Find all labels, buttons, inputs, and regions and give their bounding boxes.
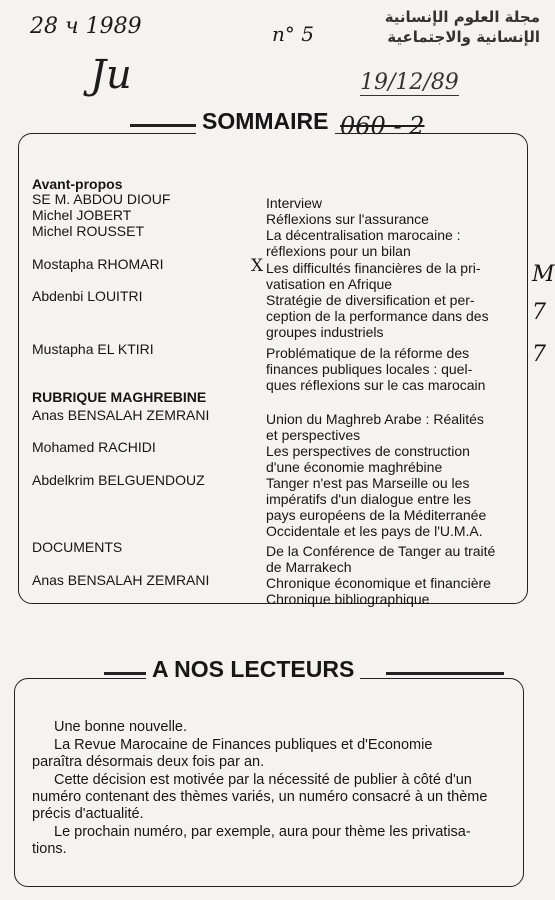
title-decentralisation-2: réflexions pour un bilan xyxy=(266,243,411,259)
handwritten-initials: Ju xyxy=(90,52,132,98)
title-interview: Interview xyxy=(266,195,323,211)
lecteurs-line-6: précis d'actualité. xyxy=(32,806,144,822)
handwritten-number: n° 5 xyxy=(272,22,314,46)
margin-mark-1: M xyxy=(532,262,555,287)
lecteurs-line-7: Le prochain numéro, par exemple, aura pour thème les privatisa- xyxy=(54,824,471,840)
author-rousset: Michel ROUSSET xyxy=(32,223,145,239)
lecteurs-line-5: numéro contenant des thèmes variés, un numéro consacré à un thème xyxy=(32,789,488,805)
margin-mark-3: 7 xyxy=(532,342,546,367)
author-bensalah-2: Anas BENSALAH ZEMRANI xyxy=(32,572,210,588)
lecteurs-line-4: Cette décision est motivée par la nécessité de publier à côté d'un xyxy=(54,772,472,788)
author-jobert: Michel JOBERT xyxy=(32,207,132,223)
author-rachidi: Mohamed RACHIDI xyxy=(32,439,156,455)
title-finances-locales-1: Problématique de la réforme des xyxy=(266,345,470,361)
title-economie-maghrebine-1: Les perspectives de construction xyxy=(266,443,470,459)
title-uma-2: et perspectives xyxy=(266,427,361,443)
author-belguendouz: Abdelkrim BELGUENDOUZ xyxy=(32,472,205,488)
title-economie-maghrebine-2: d'une économie maghrébine xyxy=(266,459,443,475)
reference-code: 060 - 2 xyxy=(340,112,425,140)
lecteurs-rule-right xyxy=(386,672,504,675)
stamp-line-1: مجلة العلوم الإنسانية xyxy=(384,8,540,26)
lecteurs-line-1: Une bonne nouvelle. xyxy=(54,719,188,735)
sommaire-heading: SOMMAIRE xyxy=(196,108,335,134)
rubrique-maghrebine-label: RUBRIQUE MAGHREBINE xyxy=(32,389,207,405)
title-tanger-3: pays européens de la Méditerranée xyxy=(266,507,487,523)
lecteurs-line-3: paraîtra désormais deux fois par an. xyxy=(32,754,265,770)
title-conference-1: De la Conférence de Tanger au traité xyxy=(266,543,496,559)
lecteurs-heading: A NOS LECTEURS xyxy=(146,656,360,682)
title-strategie-3: groupes industriels xyxy=(266,324,384,340)
margin-mark-2: 7 xyxy=(532,300,546,325)
lecteurs-line-8: tions. xyxy=(32,841,67,857)
title-privatisation-1: Les difficultés financières de la pri- xyxy=(266,260,481,276)
avant-propos-label: Avant-propos xyxy=(32,176,123,192)
author-diouf: SE M. ABDOU DIOUF xyxy=(32,191,171,207)
title-tanger-2: impératifs d'un dialogue entre les xyxy=(266,491,472,507)
title-decentralisation-1: La décentralisation marocaine : xyxy=(266,227,461,243)
title-strategie-1: Stratégie de diversification et per- xyxy=(266,292,475,308)
sommaire-rule-left xyxy=(130,124,200,127)
lecteurs-rule-left xyxy=(104,672,148,675)
title-conference-2: de Marrakech xyxy=(266,559,352,575)
title-finances-locales-3: ques réflexions sur le cas marocain xyxy=(266,377,486,393)
author-louitri: Abdenbi LOUITRI xyxy=(32,288,143,304)
handwritten-year: 28 ч 1989 xyxy=(30,14,142,39)
author-el-ktiri: Mustapha EL KTIRI xyxy=(32,341,154,357)
lecteurs-line-2: La Revue Marocaine de Finances publiques et d'Economie xyxy=(54,737,433,753)
title-tanger-1: Tanger n'est pas Marseille ou les xyxy=(266,475,470,491)
title-strategie-2: ception de la performance dans des xyxy=(266,308,489,324)
title-finances-locales-2: finances publiques locales : quel- xyxy=(266,361,473,377)
library-stamp xyxy=(340,8,540,95)
author-bensalah-1: Anas BENSALAH ZEMRANI xyxy=(32,407,210,423)
title-chronique-bibliographique: Chronique bibliographique xyxy=(266,591,430,607)
author-rhomari: Mostapha RHOMARI xyxy=(32,256,164,272)
title-uma-1: Union du Maghreb Arabe : Réalités xyxy=(266,411,484,427)
title-tanger-4: Occidentale et les pays de l'U.M.A. xyxy=(266,523,483,539)
title-chronique-economique: Chronique économique et financière xyxy=(266,575,491,591)
title-assurance: Réflexions sur l'assurance xyxy=(266,211,429,227)
documents-label: DOCUMENTS xyxy=(32,539,123,555)
check-mark: X xyxy=(251,256,264,276)
stamp-date: 19/12/89 xyxy=(360,70,459,95)
stamp-line-2: الإنسانية والاجتماعية xyxy=(387,28,540,46)
title-privatisation-2: vatisation en Afrique xyxy=(266,276,393,292)
